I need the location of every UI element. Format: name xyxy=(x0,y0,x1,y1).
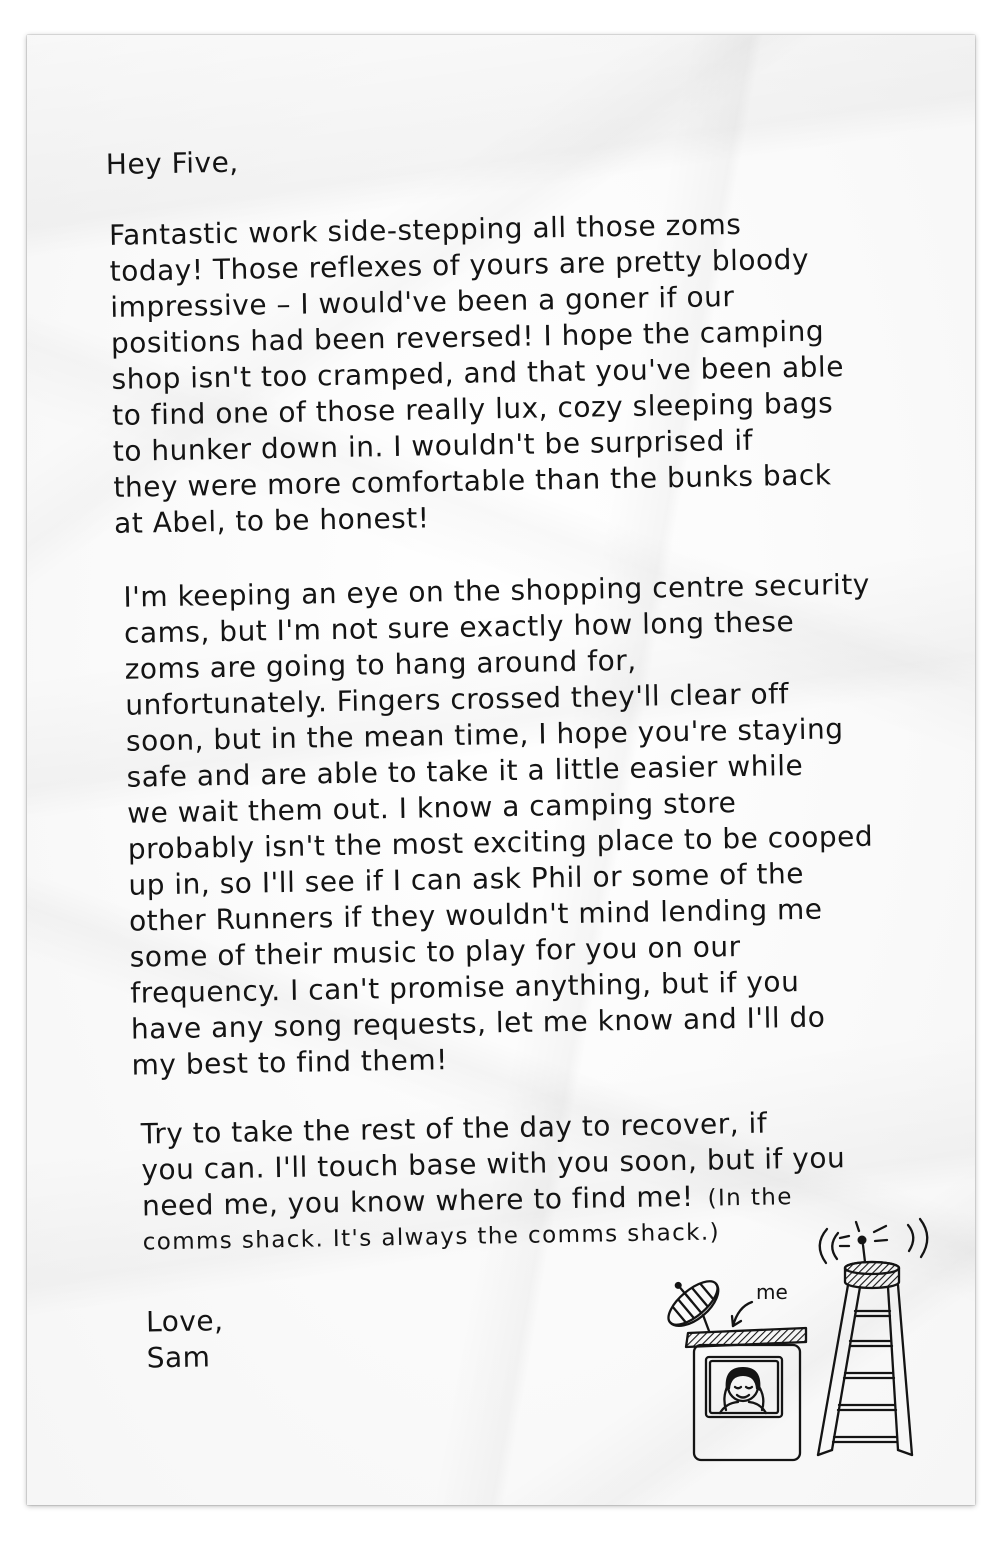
letter-line: Fantastic work side-stepping all those zoms xyxy=(108,207,742,252)
letter-line: other Runners if they wouldn't mind lending me xyxy=(128,892,823,938)
handwritten-letter xyxy=(103,0,947,1400)
letter-line: you can. I'll touch base with you soon, but if you xyxy=(141,1141,846,1187)
letter-line: at Abel, to be honest! xyxy=(113,501,430,540)
letter-line: to hunker down in. I wouldn't be surprised if xyxy=(112,423,754,468)
letter-line: today! Those reflexes of yours are pretty bloody xyxy=(109,242,810,288)
letter-line: they were more comfortable than the bunks back xyxy=(113,458,832,504)
paragraph-1 xyxy=(109,205,847,542)
letter-line: we wait them out. I know a camping store xyxy=(126,786,737,830)
closing xyxy=(146,1303,225,1376)
face-icon xyxy=(720,1367,766,1413)
signature: Sam xyxy=(146,1340,211,1375)
letter-line: safe and are able to take it a little easier while xyxy=(126,748,804,794)
letter-line: unfortunately. Fingers crossed they'll clear off xyxy=(125,677,790,722)
greeting: Hey Five, xyxy=(105,145,239,181)
letter-line-text: need me, you know where to find me! xyxy=(141,1179,694,1223)
comms-shack-doodle xyxy=(650,1205,950,1470)
aside-text-start: (In the xyxy=(707,1184,794,1212)
letter-line: probably isn't the most exciting place to be cooped xyxy=(127,819,874,866)
letter-line: shop isn't too cramped, and that you've been able xyxy=(111,350,845,396)
me-label: me xyxy=(756,1280,788,1304)
arrow-icon xyxy=(732,1302,752,1326)
letter-line: frequency. I can't promise anything, but if you xyxy=(130,965,800,1010)
letter-line: cams, but I'm not sure exactly how long these xyxy=(123,605,795,650)
letter-line: Try to take the rest of the day to recover, if xyxy=(140,1106,768,1151)
letter-line: I'm keeping an eye on the shopping centre security xyxy=(123,567,871,614)
letter-line: my best to find them! xyxy=(131,1043,449,1082)
letter-paper xyxy=(27,35,975,1505)
letter-line: some of their music to play for you on our xyxy=(129,930,741,974)
satellite-dish-icon xyxy=(653,1263,726,1334)
sign-off: Love, xyxy=(145,1304,224,1339)
paragraph-2 xyxy=(123,567,878,1084)
letter-line: up in, so I'll see if I can ask Phil or some of the xyxy=(128,856,805,902)
radio-tower-icon xyxy=(818,1236,912,1456)
letter-line: impressive – I would've been a goner if our xyxy=(110,280,735,324)
letter-line: zoms are going to hang around for, xyxy=(124,643,637,686)
letter-line: to find one of those really lux, cozy sleeping bags xyxy=(111,386,834,432)
signal-waves-icon xyxy=(820,1219,928,1263)
letter-line: have any song requests, let me know and I'll do xyxy=(130,1000,826,1046)
aside-text-end: comms shack. It's always the comms shack.) xyxy=(142,1219,721,1256)
letter-line: soon, but in the mean time, I hope you're staying xyxy=(125,712,844,758)
letter-line: positions had been reversed! I hope the camping xyxy=(110,314,825,360)
comms-shack-icon xyxy=(686,1328,806,1460)
